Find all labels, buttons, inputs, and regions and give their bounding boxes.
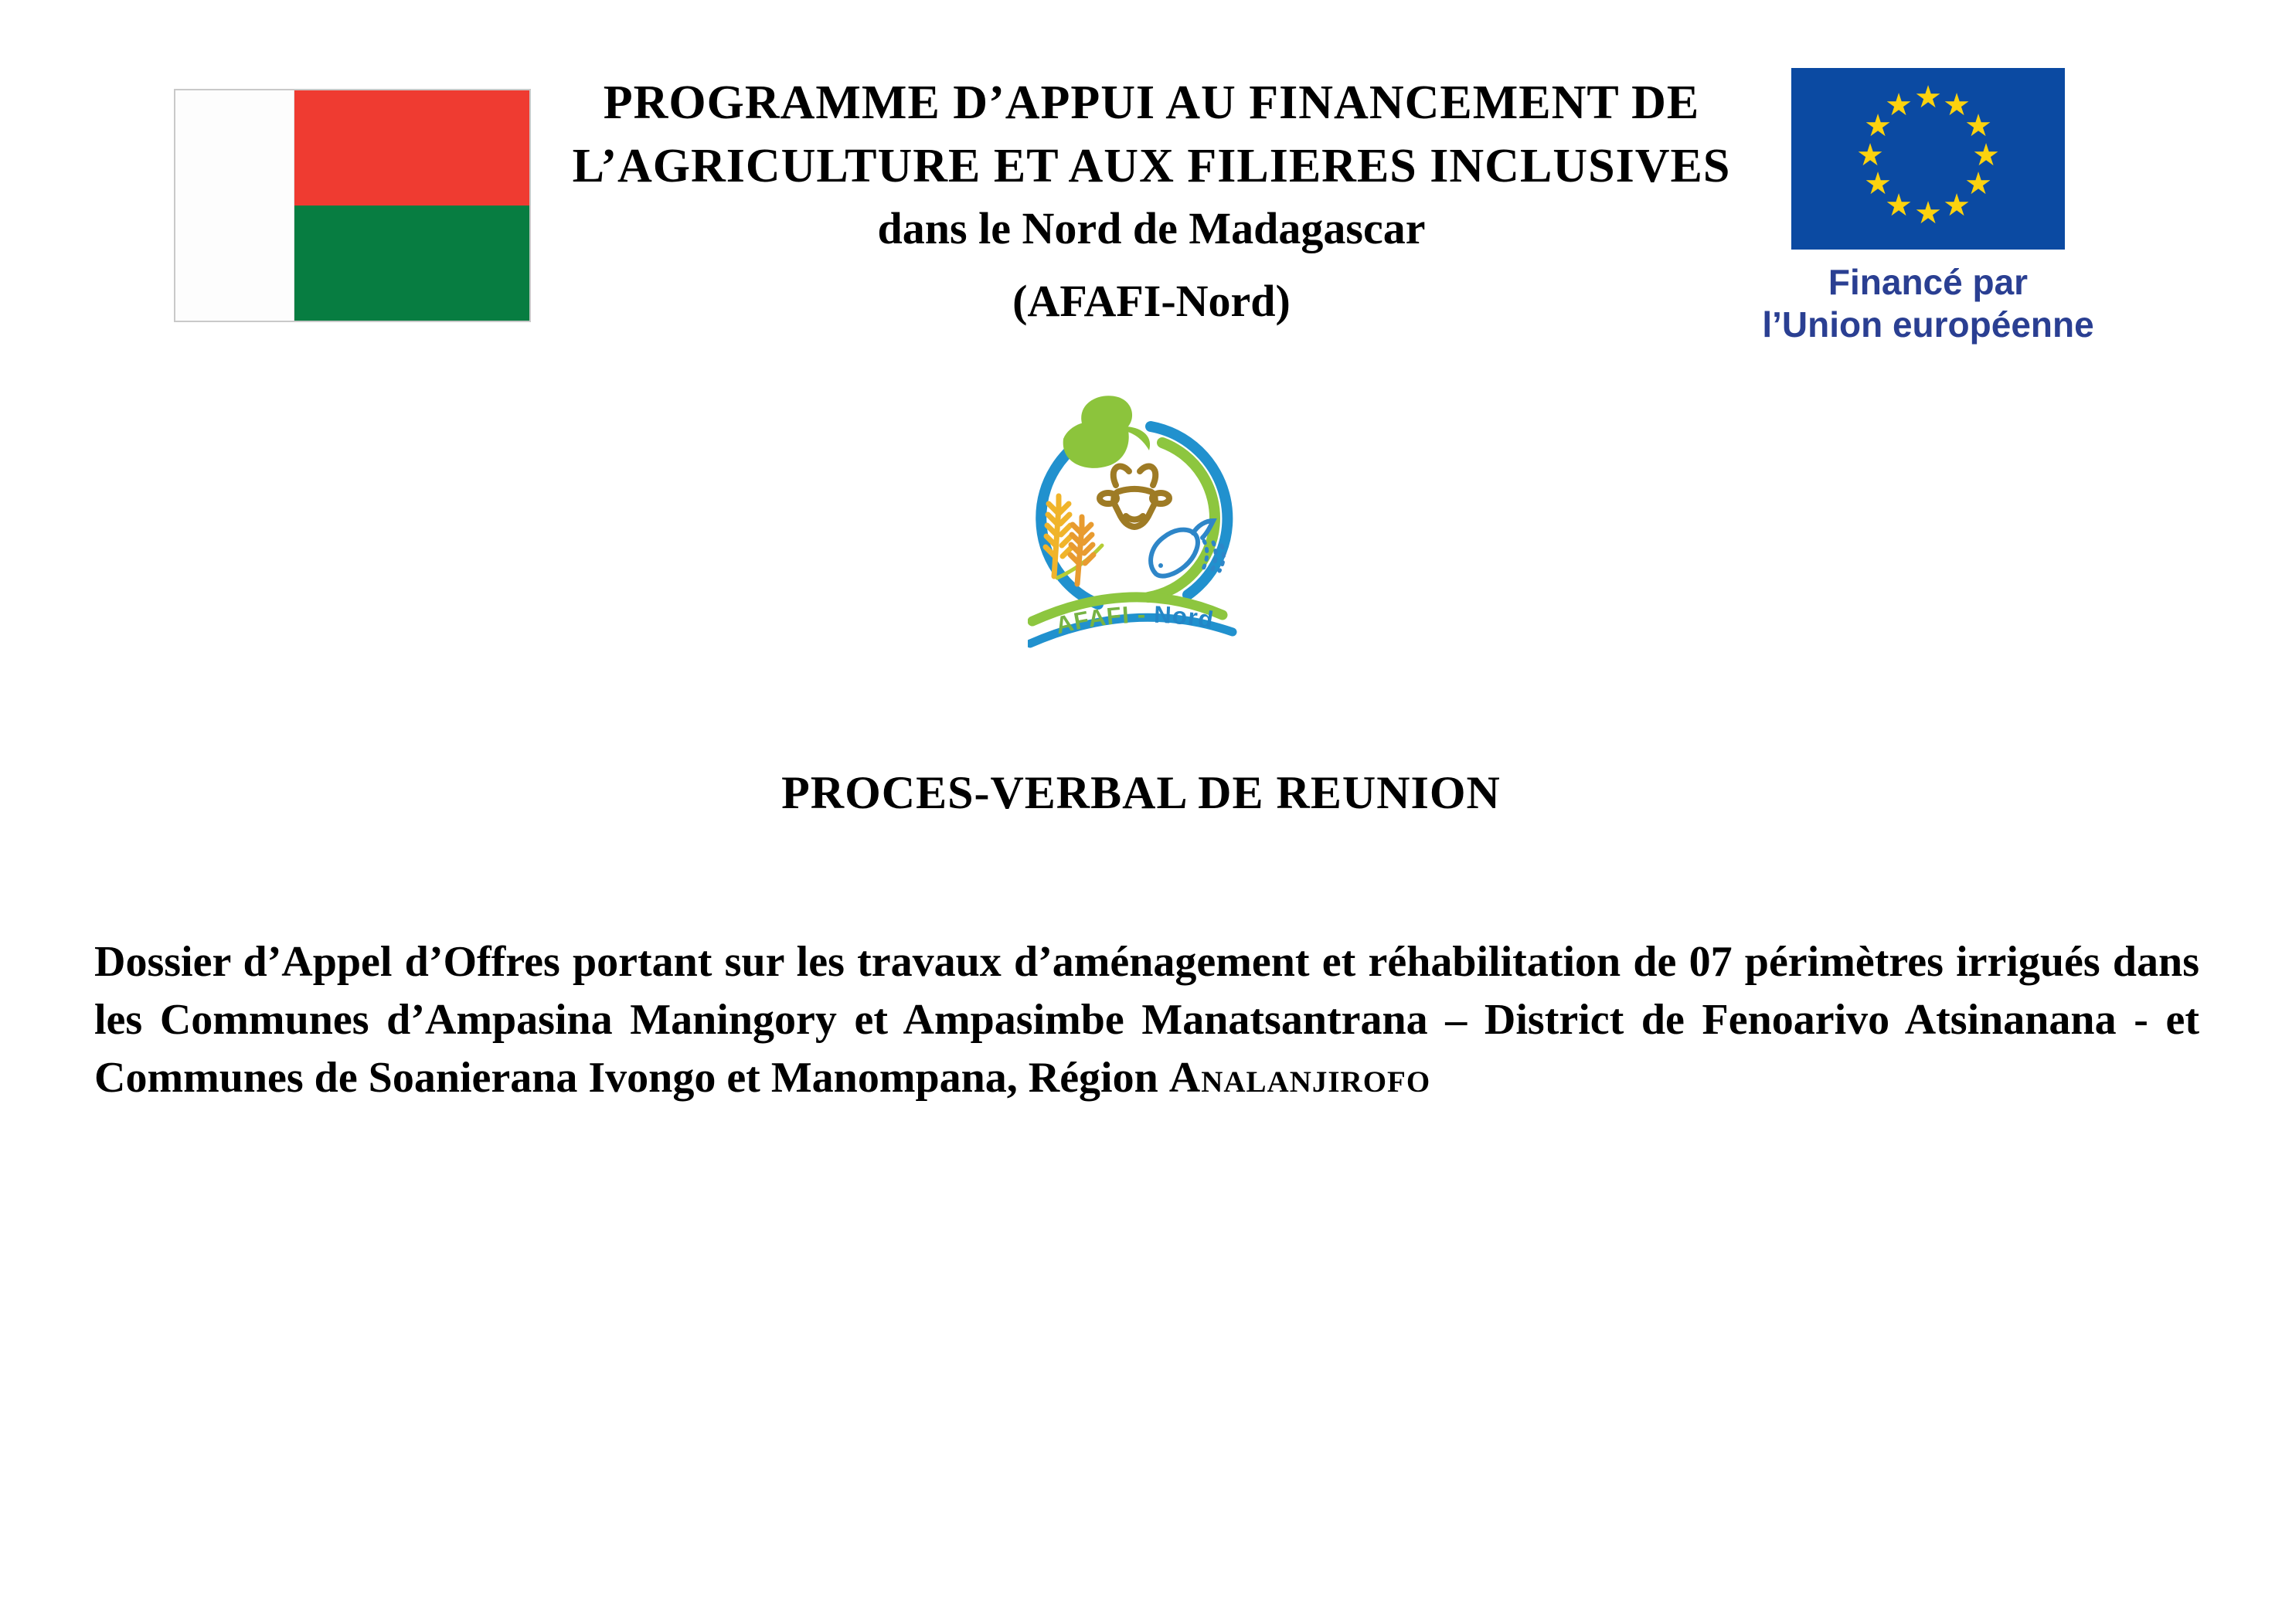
- eu-flag: [1791, 68, 2065, 250]
- program-title-line2: L’AGRICULTURE ET AUX FILIERES INCLUSIVES: [572, 140, 1731, 192]
- program-title-line3: dans le Nord de Madagascar: [877, 203, 1426, 253]
- eu-star-icon: ★: [1964, 166, 1992, 202]
- paragraph-text: Dossier d’Appel d’Offres portant sur les travaux d’aménagement et réhabilitation de 07 périmètres irrigués dans les Communes d’Ampasina Maningory et Ampasimbe Manatsantrana – District de Fenoarivo Atsinanana - et Communes de Soanierana Ivongo et Manompana, Région: [94, 938, 2199, 1102]
- eu-star-icon: ★: [1914, 195, 1942, 231]
- eu-star-icon: ★: [1864, 166, 1892, 202]
- eu-funding-caption: [1743, 261, 2114, 346]
- program-title-block: [553, 71, 1750, 332]
- afafi-nord-logo: [1028, 391, 1238, 651]
- leaf-icon: [1063, 396, 1150, 468]
- logo-wordmark-blue: Nord: [1153, 600, 1216, 634]
- eu-star-icon: ★: [1885, 87, 1913, 123]
- madagascar-flag-red-band: [294, 90, 529, 206]
- eu-star-icon: ★: [1943, 87, 1971, 123]
- madagascar-flag: [174, 89, 531, 322]
- region-name: Analanjirofo: [1168, 1054, 1431, 1102]
- eu-star-icon: ★: [1943, 188, 1971, 223]
- pv-heading: PROCES-VERBAL DE REUNION: [781, 767, 1501, 818]
- eu-star-icon: ★: [1972, 138, 2000, 173]
- madagascar-flag-white-band: [175, 90, 294, 321]
- eu-star-icon: ★: [1914, 80, 1942, 115]
- program-title-line1: PROGRAMME D’APPUI AU FINANCEMENT DE: [603, 76, 1700, 129]
- eu-caption-line2: l’Union européenne: [1762, 304, 2094, 345]
- eu-star-icon: ★: [1856, 138, 1884, 173]
- eu-star-icon: ★: [1964, 108, 1992, 144]
- body-paragraph: [94, 933, 2199, 1107]
- cow-icon: [1100, 467, 1169, 527]
- logo-wordmark-green: AFAFI -: [1053, 600, 1155, 640]
- eu-caption-line1: Financé par: [1828, 262, 2029, 302]
- program-acronym: (AFAFI-Nord): [1012, 276, 1291, 326]
- eu-star-icon: ★: [1864, 108, 1892, 144]
- wheat-icon: [1046, 496, 1102, 584]
- eu-star-icon: ★: [1885, 188, 1913, 223]
- madagascar-flag-green-band: [294, 206, 529, 321]
